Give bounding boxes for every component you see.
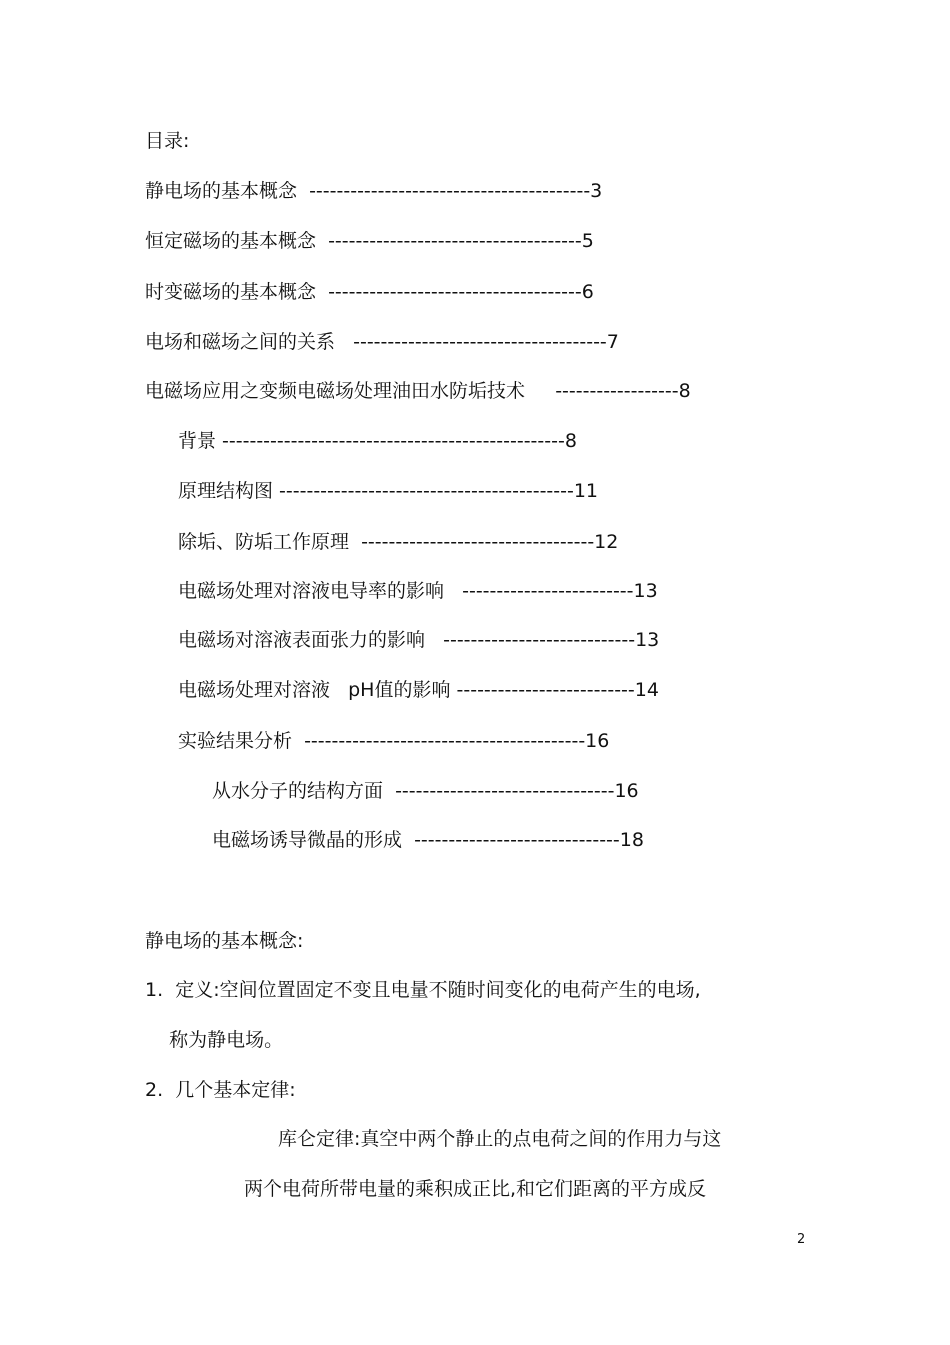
definition-line-2: 称为静电场。 bbox=[145, 1029, 284, 1051]
definition-line-1: 1. 定义:空间位置固定不变且电量不随时间变化的电荷产生的电场, bbox=[145, 979, 701, 1001]
section-heading: 静电场的基本概念: bbox=[145, 930, 304, 952]
toc-title: 目录: bbox=[145, 130, 190, 152]
laws-heading: 2. 几个基本定律: bbox=[145, 1079, 296, 1101]
toc-entry[interactable]: 电磁场对溶液表面张力的影响 ----------------------------13 bbox=[178, 629, 660, 651]
toc-entry[interactable]: 时变磁场的基本概念 -------------------------------------6 bbox=[145, 281, 594, 303]
toc-entry[interactable]: 从水分子的结构方面 --------------------------------16 bbox=[212, 780, 639, 802]
toc-entry[interactable]: 电磁场处理对溶液 pH值的影响 --------------------------14 bbox=[178, 679, 659, 701]
toc-entry[interactable]: 实验结果分析 -----------------------------------------16 bbox=[178, 730, 610, 752]
toc-entry[interactable]: 除垢、防垢工作原理 ----------------------------------12 bbox=[178, 531, 619, 553]
toc-entry[interactable]: 电磁场诱导微晶的形成 ------------------------------18 bbox=[212, 829, 644, 851]
toc-entry[interactable]: 电场和磁场之间的关系 -------------------------------------7 bbox=[145, 331, 619, 353]
coulomb-line-1: 库仑定律:真空中两个静止的点电荷之间的作用力与这 bbox=[278, 1128, 722, 1150]
toc-entry[interactable]: 背景 --------------------------------------------------8 bbox=[178, 430, 577, 452]
coulomb-line-2: 两个电荷所带电量的乘积成正比,和它们距离的平方成反 bbox=[244, 1178, 707, 1200]
toc-entry[interactable]: 原理结构图 -------------------------------------------11 bbox=[178, 480, 599, 502]
toc-entry[interactable]: 电磁场处理对溶液电导率的影响 -------------------------13 bbox=[178, 580, 658, 602]
toc-entry[interactable]: 静电场的基本概念 -----------------------------------------3 bbox=[145, 180, 603, 202]
toc-entry[interactable]: 电磁场应用之变频电磁场处理油田水防垢技术 ------------------8 bbox=[145, 380, 691, 402]
toc-entry[interactable]: 恒定磁场的基本概念 -------------------------------------5 bbox=[145, 230, 594, 252]
page-number: 2 bbox=[797, 1232, 806, 1247]
